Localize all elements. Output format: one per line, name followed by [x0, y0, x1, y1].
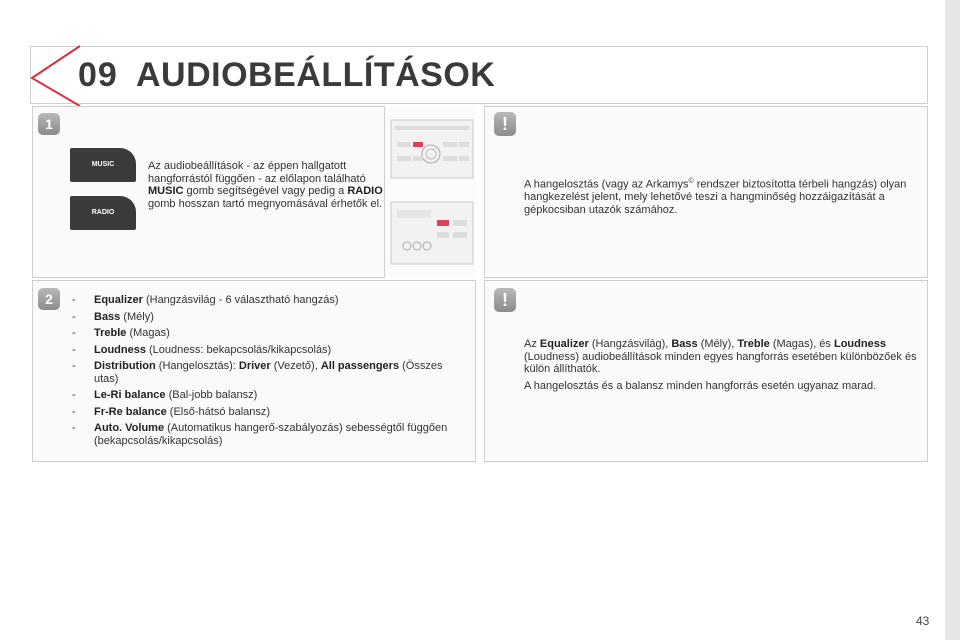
list-item: - Loudness (Loudness: bekapcsolás/kikapcsolás) [72, 343, 332, 356]
step-2-badge: 2 [38, 288, 60, 310]
radio-unit-icon [385, 106, 477, 278]
list-item: - Equalizer (Hangzásvilág - 6 választható hangzás) [72, 294, 339, 306]
list-item: - Auto. Volume (Automatikus hangerő-szabályozás) sebességtől függően (bekapcsolás/kikapcsolás) [72, 422, 448, 447]
music-button-label: MUSIC [91, 161, 115, 168]
settings-note-paragraph-2: A hangelosztás és a balansz minden hangforrás esetén ugyanaz marad. [524, 380, 877, 392]
chapter-title: AUDIOBEÁLLÍTÁSOK [136, 56, 496, 94]
side-tab [945, 0, 960, 640]
settings-note-paragraph-1: Az Equalizer (Hangzásvilág), Bass (Mély), Treble (Magas), és Loudness (Loudness) audiobeállítások minden egyes hangforrás esetében különbözőek és külön állíthatók. [524, 338, 917, 375]
step-1-badge: 1 [38, 113, 60, 135]
settings-list [72, 294, 464, 451]
list-item: - Treble (Magas) [72, 327, 170, 339]
radio-button-label: RADIO [91, 209, 115, 216]
distribution-note-text: A hangelosztás (vagy az Arkamys© rendszer biztosította térbeli hangzás) olyan hangkezelést jelent, mely lehetővé teszi a hangminőség hozzáigazítását a gépkocsiban utazók számához. [524, 178, 907, 216]
front-panel-illustration [384, 106, 476, 278]
list-item: - Le-Ri balance (Bal-jobb balansz) [72, 389, 258, 401]
list-item: - Bass (Mély) [72, 310, 154, 323]
warning-icon: ! [494, 112, 516, 136]
warning-icon: ! [494, 288, 516, 312]
list-item: - Fr-Re balance (Első-hátsó balansz) [72, 405, 271, 418]
chapter-number: 09 [78, 56, 118, 94]
access-settings-text: Az audiobeállítások - az éppen hallgatott hangforrástól függően - az előlapon található MUSIC gomb segítségével vagy pedig a RADIO gomb hosszan tartó megnyomásával érhetők el. [148, 160, 383, 210]
radio-button-image [70, 196, 136, 230]
page-number: 43 [916, 614, 930, 628]
list-item: - Distribution (Hangelosztás): Driver (Vezető), All passengers (Összes utas) [72, 360, 443, 385]
music-button-image [70, 148, 136, 182]
